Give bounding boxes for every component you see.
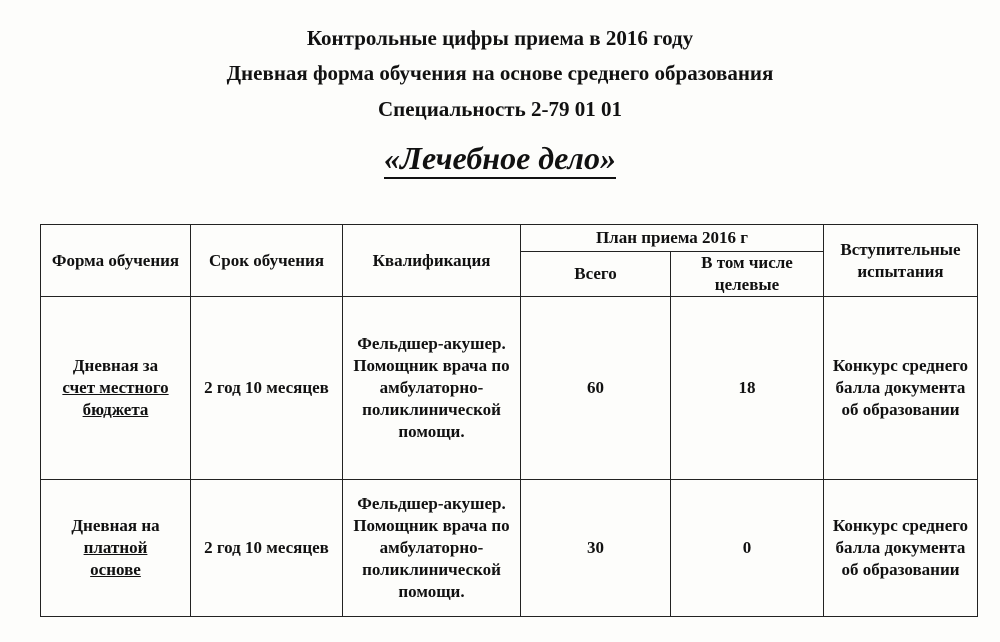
header-qualification: Квалификация [343, 225, 521, 297]
header-form: Форма обучения [41, 225, 191, 297]
header-exams: Вступительные испытания [824, 225, 978, 297]
specialty-name-text: «Лечебное дело» [384, 140, 616, 179]
header-duration: Срок обучения [191, 225, 343, 297]
cell-targeted: 0 [671, 480, 824, 617]
cell-targeted: 18 [671, 297, 824, 480]
cell-duration: 2 год 10 месяцев [191, 297, 343, 480]
title-line-1: Контрольные цифры приема в 2016 году [306, 26, 694, 50]
form-text: Дневная на [71, 516, 160, 535]
cell-form [41, 480, 191, 617]
form-text: Дневная за [72, 356, 159, 375]
form-text-underlined: основе [90, 560, 141, 579]
specialty-name [0, 139, 1000, 177]
header-plan: План приема 2016 г [521, 225, 824, 252]
header-total: Всего [521, 252, 671, 297]
table-row [41, 480, 978, 617]
cell-form [41, 297, 191, 480]
cell-exams: Конкурс среднего балла документа об образовании [824, 297, 978, 480]
cell-duration: 2 год 10 месяцев [191, 480, 343, 617]
admission-plan-table [40, 224, 978, 617]
header-row-1 [41, 225, 978, 252]
form-text-underlined: счет местного [62, 378, 169, 397]
title-line-2: Дневная форма обучения на основе среднего образования [226, 61, 774, 85]
cell-exams: Конкурс среднего балла документа об образовании [824, 480, 978, 617]
form-text-underlined: платной [83, 538, 148, 557]
cell-qualification: Фельдшер-акушер. Помощник врача по амбулаторно-поликлинической помощи. [343, 297, 521, 480]
form-text-underlined: бюджета [82, 400, 149, 419]
cell-total: 30 [521, 480, 671, 617]
cell-total: 60 [521, 297, 671, 480]
table-row [41, 297, 978, 480]
cell-qualification: Фельдшер-акушер. Помощник врача по амбулаторно-поликлинической помощи. [343, 480, 521, 617]
specialty-code: Специальность 2-79 01 01 [378, 97, 622, 121]
header-targeted: В том числе целевые [671, 252, 824, 297]
